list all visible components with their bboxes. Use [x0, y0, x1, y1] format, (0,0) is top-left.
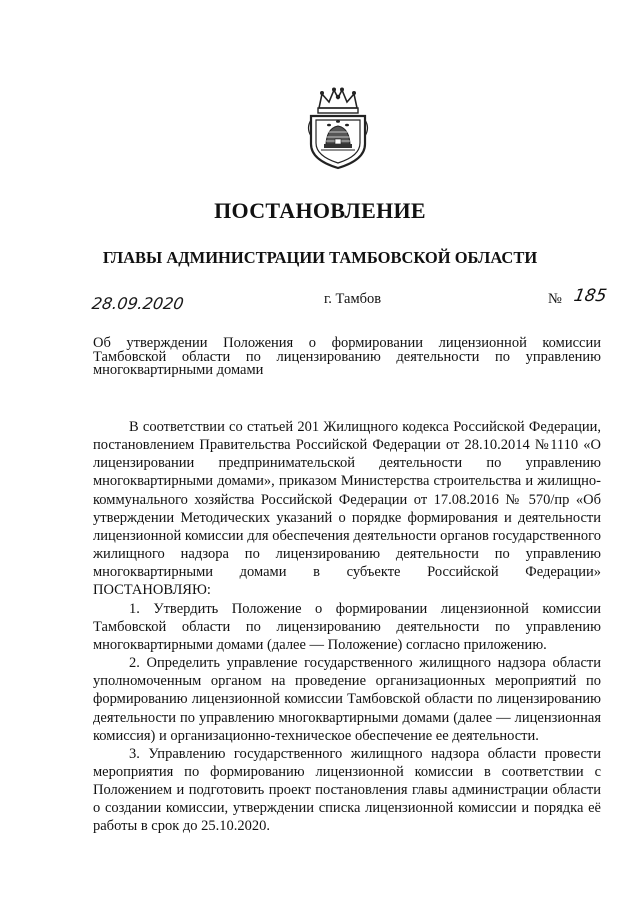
handwritten-number: 185	[572, 286, 609, 306]
coat-of-arms-icon	[305, 86, 371, 170]
city-label: г. Тамбов	[324, 291, 382, 307]
preamble-paragraph: В соответствии со статьей 201 Жилищного кодекса Российской Федерации, постановлением Правительства Российской Федерации от 28.10.2014 №1110 «О лицензировании предпринимательской деятельности по управлению многоквартирными домами», приказом Министерства строительства и жилищно-коммунального хозяйства Российской Федерации от 17.08.2016 № 570/пр «Об утверждении Методических указаний о порядке формирования и деятельности лицензионной комиссии для обеспечения деятельности органов государственного жилищного надзора по лицензированию деятельности по управлению многоквартирными домами в субъекте Российской Федерации» ПОСТАНОВЛЯЮ:	[93, 419, 601, 599]
clause-paragraph: 1. Утвердить Положение о формировании лицензионной комиссии Тамбовской области по лицензированию деятельности по управлению многоквартирными домами (далее — Положение) согласно приложению.	[93, 600, 601, 653]
handwritten-date: 28.09.2020	[90, 294, 185, 313]
issuing-authority: ГЛАВЫ АДМИНИСТРАЦИИ ТАМБОВСКОЙ ОБЛАСТИ	[102, 248, 538, 267]
document-subject: Об утверждении Положения о формировании лицензионной комиссии Тамбовской области по лицензированию деятельности по управлению многоквартирными домами	[93, 335, 601, 378]
number-sign: №	[548, 291, 562, 307]
document-title: ПОСТАНОВЛЕНИЕ	[214, 198, 426, 223]
clause-paragraph: 3. Управлению государственного жилищного надзора области провести мероприятия по формированию лицензионной комиссии в соответствии с Положением и подготовить проект постановления главы администрации области о создании комиссии, утверждении списка лицензионной комиссии и порядка её работы в срок до 25.10.2020.	[93, 745, 601, 835]
document-body	[93, 418, 601, 836]
clause-paragraph: 2. Определить управление государственного жилищного надзора области уполномоченным органом на проведение организационных мероприятий по формированию лицензионной комиссии Тамбовской области по лицензированию деятельности по управлению многоквартирными домами (далее — лицензионная комиссия) и организационно-техническое обеспечение ее деятельности.	[93, 655, 601, 744]
